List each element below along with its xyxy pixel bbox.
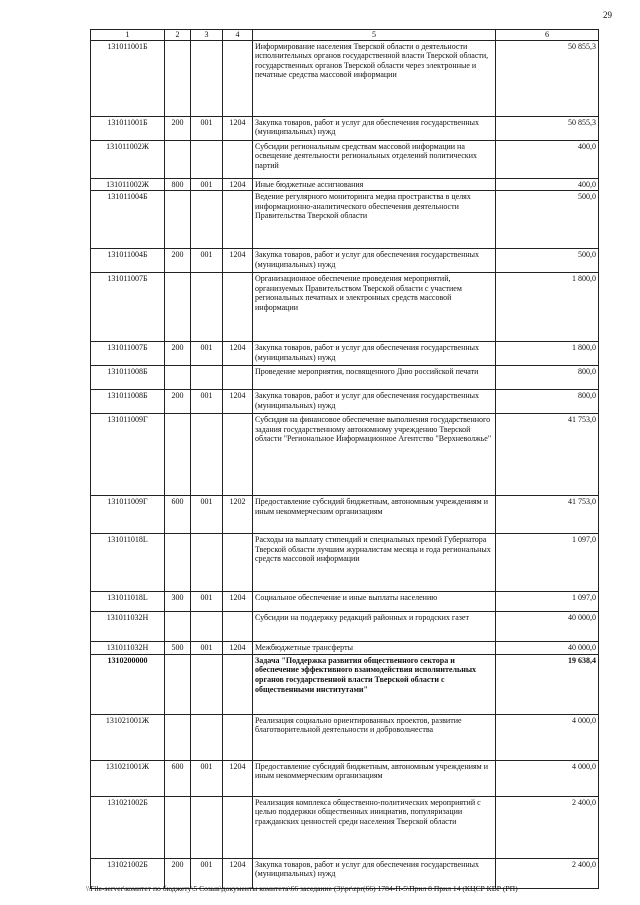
row-code: 131011032Н xyxy=(91,612,165,642)
row-description: Закупка товаров, работ и услуг для обеспечения государственных (муниципальных) нужд xyxy=(253,249,496,273)
row-expense-type: 200 xyxy=(165,249,191,273)
table-row xyxy=(91,342,599,366)
row-section xyxy=(191,140,223,178)
row-expense-type: 200 xyxy=(165,116,191,140)
row-description: Расходы на выплату стипендий и специальных премий Губернатора Тверской области лучшим журналистам месяца и года региональных средств массовой информации xyxy=(253,534,496,592)
row-subsection xyxy=(223,366,253,390)
table-row xyxy=(91,178,599,191)
row-description: Проведение мероприятия, посвященного Дню российской печати xyxy=(253,366,496,390)
table-row xyxy=(91,414,599,496)
row-code: 131021001Ж xyxy=(91,760,165,796)
row-section: 001 xyxy=(191,858,223,888)
row-section xyxy=(191,714,223,760)
row-section: 001 xyxy=(191,760,223,796)
row-code: 131011008Б xyxy=(91,390,165,414)
budget-table xyxy=(90,29,599,889)
row-description: Ведение регулярного мониторинга медиа пространства в целях информационно-аналитического обеспечения деятельности Правительства Тверской области xyxy=(253,191,496,249)
row-description: Иные бюджетные ассигнования xyxy=(253,178,496,191)
row-code: 131011018L xyxy=(91,592,165,612)
table-body xyxy=(91,40,599,888)
row-section xyxy=(191,534,223,592)
row-code: 131011004Б xyxy=(91,249,165,273)
table-row xyxy=(91,249,599,273)
column-header-type: 2 xyxy=(165,30,191,41)
row-section: 001 xyxy=(191,496,223,534)
row-subsection: 1204 xyxy=(223,390,253,414)
column-header-code: 1 xyxy=(91,30,165,41)
row-code: 131011008Б xyxy=(91,366,165,390)
row-code: 131011007Б xyxy=(91,342,165,366)
row-expense-type: 200 xyxy=(165,342,191,366)
row-amount: 19 638,4 xyxy=(496,654,599,714)
row-expense-type xyxy=(165,714,191,760)
row-subsection: 1204 xyxy=(223,592,253,612)
row-code: 1310200000 xyxy=(91,654,165,714)
row-amount: 400,0 xyxy=(496,140,599,178)
table-row xyxy=(91,140,599,178)
row-subsection xyxy=(223,273,253,342)
table-row xyxy=(91,796,599,858)
row-expense-type: 200 xyxy=(165,858,191,888)
row-subsection xyxy=(223,191,253,249)
row-code: 131021001Ж xyxy=(91,714,165,760)
row-description: Закупка товаров, работ и услуг для обеспечения государственных (муниципальных) нужд xyxy=(253,390,496,414)
column-header-subsection: 4 xyxy=(223,30,253,41)
row-code: 131011001Б xyxy=(91,116,165,140)
row-subsection xyxy=(223,140,253,178)
row-description: Закупка товаров, работ и услуг для обеспечения государственных (муниципальных) нужд xyxy=(253,342,496,366)
row-amount: 500,0 xyxy=(496,249,599,273)
table-row xyxy=(91,116,599,140)
row-amount: 40 000,0 xyxy=(496,642,599,655)
row-expense-type xyxy=(165,366,191,390)
row-expense-type xyxy=(165,40,191,116)
row-amount: 40 000,0 xyxy=(496,612,599,642)
row-subsection: 1204 xyxy=(223,642,253,655)
table-row xyxy=(91,390,599,414)
row-amount: 41 753,0 xyxy=(496,414,599,496)
table-row xyxy=(91,40,599,116)
row-section: 001 xyxy=(191,178,223,191)
table-row xyxy=(91,760,599,796)
row-section: 001 xyxy=(191,390,223,414)
row-amount: 1 097,0 xyxy=(496,534,599,592)
row-expense-type xyxy=(165,273,191,342)
row-description: Социальное обеспечение и иные выплаты населению xyxy=(253,592,496,612)
row-code: 131011018L xyxy=(91,534,165,592)
row-subsection xyxy=(223,534,253,592)
row-subsection xyxy=(223,714,253,760)
row-section: 001 xyxy=(191,592,223,612)
row-section: 001 xyxy=(191,342,223,366)
row-code: 131011004Б xyxy=(91,191,165,249)
row-description: Межбюджетные трансферты xyxy=(253,642,496,655)
row-amount: 50 855,3 xyxy=(496,40,599,116)
row-code: 131011032Н xyxy=(91,642,165,655)
row-amount: 2 400,0 xyxy=(496,858,599,888)
row-section: 001 xyxy=(191,249,223,273)
table-header-row xyxy=(91,30,599,41)
table-row xyxy=(91,654,599,714)
row-description: Предоставление субсидий бюджетным, автономным учреждениям и иным некоммерческим организациям xyxy=(253,496,496,534)
row-section xyxy=(191,654,223,714)
row-description: Реализация комплекса общественно-политических мероприятий с целью поддержки общественных инициатив, популяризации гражданских ценностей среди населения Тверской области xyxy=(253,796,496,858)
row-subsection xyxy=(223,796,253,858)
row-amount: 4 000,0 xyxy=(496,714,599,760)
row-section xyxy=(191,273,223,342)
page-number: 29 xyxy=(603,10,612,20)
row-amount: 4 000,0 xyxy=(496,760,599,796)
table-row xyxy=(91,592,599,612)
row-section xyxy=(191,796,223,858)
row-code: 131011001Б xyxy=(91,40,165,116)
row-subsection xyxy=(223,40,253,116)
row-expense-type xyxy=(165,612,191,642)
row-amount: 1 800,0 xyxy=(496,342,599,366)
row-code: 131011007Б xyxy=(91,273,165,342)
row-description: Предоставление субсидий бюджетным, автономным учреждениям и иным некоммерческим организациям xyxy=(253,760,496,796)
row-code: 131011002Ж xyxy=(91,178,165,191)
table-row xyxy=(91,612,599,642)
column-header-amount: 6 xyxy=(496,30,599,41)
row-description: Закупка товаров, работ и услуг для обеспечения государственных (муниципальных) нужд xyxy=(253,858,496,888)
table-row xyxy=(91,496,599,534)
row-description: Задача "Поддержка развития общественного сектора и обеспечение эффективного взаимодействия исполнительных органов государственной власти Тверской области с общественными институтами" xyxy=(253,654,496,714)
row-amount: 1 800,0 xyxy=(496,273,599,342)
row-expense-type xyxy=(165,654,191,714)
row-subsection: 1202 xyxy=(223,496,253,534)
row-section xyxy=(191,40,223,116)
table-row xyxy=(91,191,599,249)
row-amount: 50 855,3 xyxy=(496,116,599,140)
row-subsection: 1204 xyxy=(223,178,253,191)
row-amount: 1 097,0 xyxy=(496,592,599,612)
table-row xyxy=(91,366,599,390)
row-code: 131011002Ж xyxy=(91,140,165,178)
row-code: 131021002Б xyxy=(91,858,165,888)
row-description: Информирование населения Тверской области о деятельности исполнительных органов государственной власти Тверской области, государственных органов Тверской области через электронные и печатные средства массовой информации xyxy=(253,40,496,116)
column-header-description: 5 xyxy=(253,30,496,41)
row-expense-type xyxy=(165,796,191,858)
row-amount: 800,0 xyxy=(496,390,599,414)
row-code: 131011009Г xyxy=(91,414,165,496)
row-description: Субсидии на поддержку редакций районных и городских газет xyxy=(253,612,496,642)
row-description: Субсидии региональным средствам массовой информации на освещение деятельности региональных отделений политических партий xyxy=(253,140,496,178)
row-expense-type xyxy=(165,140,191,178)
row-section: 001 xyxy=(191,642,223,655)
table-row xyxy=(91,534,599,592)
row-amount: 800,0 xyxy=(496,366,599,390)
row-subsection xyxy=(223,612,253,642)
row-expense-type xyxy=(165,191,191,249)
table-row xyxy=(91,714,599,760)
row-subsection: 1204 xyxy=(223,760,253,796)
row-subsection xyxy=(223,414,253,496)
row-description: Субсидия на финансовое обеспечение выполнения государственного задания государственному автономному учреждению Тверской области "Региональное Информационное Агентство "Верхневолжье" xyxy=(253,414,496,496)
row-amount: 400,0 xyxy=(496,178,599,191)
row-amount: 500,0 xyxy=(496,191,599,249)
row-expense-type xyxy=(165,534,191,592)
column-header-section: 3 xyxy=(191,30,223,41)
row-section xyxy=(191,366,223,390)
row-description: Организационное обеспечение проведения мероприятий, организуемых Правительством Тверской области с участием региональных печатных и электронных средств массовой информации xyxy=(253,273,496,342)
row-expense-type: 500 xyxy=(165,642,191,655)
row-amount: 41 753,0 xyxy=(496,496,599,534)
row-code: 131021002Б xyxy=(91,796,165,858)
row-subsection: 1204 xyxy=(223,858,253,888)
row-expense-type: 600 xyxy=(165,760,191,796)
row-expense-type: 300 xyxy=(165,592,191,612)
row-section xyxy=(191,612,223,642)
file-path-footer: \\File-server\комитет по бюджету\5 Созыв\документы комитета\66 заседание (3)\pr\zpr(66) 1784-П-5\Прил 8 Прил 14 (КЦСР КВР (РП) xyxy=(86,884,518,893)
row-subsection: 1204 xyxy=(223,249,253,273)
row-subsection xyxy=(223,654,253,714)
row-amount: 2 400,0 xyxy=(496,796,599,858)
row-section xyxy=(191,414,223,496)
row-expense-type xyxy=(165,414,191,496)
table-row xyxy=(91,273,599,342)
row-section: 001 xyxy=(191,116,223,140)
row-expense-type: 600 xyxy=(165,496,191,534)
table-row xyxy=(91,642,599,655)
row-subsection: 1204 xyxy=(223,342,253,366)
row-description: Закупка товаров, работ и услуг для обеспечения государственных (муниципальных) нужд xyxy=(253,116,496,140)
row-description: Реализация социально ориентированных проектов, развитие благотворительной деятельности и добровольчества xyxy=(253,714,496,760)
row-subsection: 1204 xyxy=(223,116,253,140)
row-expense-type: 200 xyxy=(165,390,191,414)
row-expense-type: 800 xyxy=(165,178,191,191)
row-section xyxy=(191,191,223,249)
row-code: 131011009Г xyxy=(91,496,165,534)
